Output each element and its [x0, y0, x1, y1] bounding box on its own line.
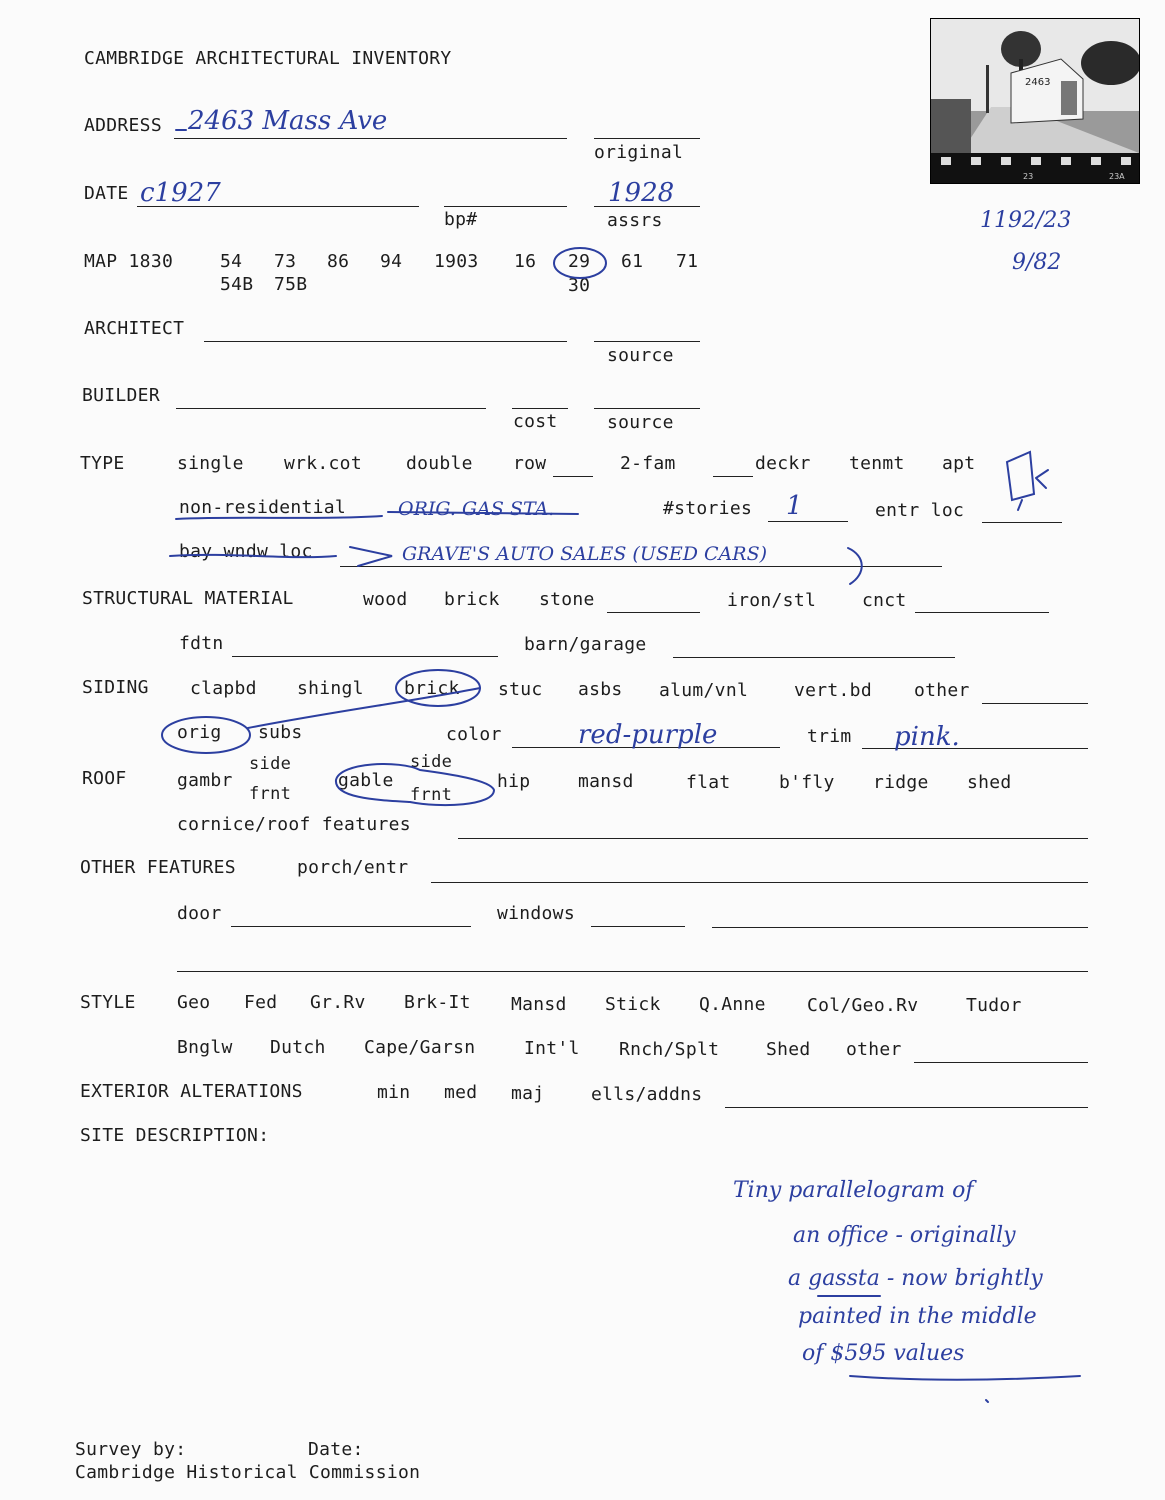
original-label: original	[594, 142, 684, 163]
type-option: double	[406, 453, 473, 474]
windows-line-2	[712, 927, 1088, 928]
type-option: single	[177, 453, 244, 474]
exterior-alterations-label: EXTERIOR ALTERATIONS	[80, 1081, 303, 1102]
margin-date-2: 9/82	[1012, 250, 1062, 275]
style-option: Col/Geo.Rv	[807, 995, 919, 1016]
cost-label: cost	[513, 411, 558, 432]
site-note-line: Tiny parallelogram of	[733, 1178, 974, 1203]
porch-line	[431, 882, 1088, 883]
color-label: color	[446, 724, 502, 745]
cost-line	[512, 408, 568, 409]
map-year: 75B	[274, 274, 308, 295]
siding-option: asbs	[578, 679, 623, 700]
map-label: MAP 1830	[84, 251, 174, 272]
map-year: 94	[380, 251, 403, 272]
bp-line	[444, 206, 567, 207]
porch-label: porch/entr	[297, 857, 409, 878]
site-description-label: SITE DESCRIPTION:	[80, 1125, 270, 1146]
style-option: Geo	[177, 992, 211, 1013]
style-option: Rnch/Splt	[619, 1039, 720, 1060]
assrs-value: 1928	[608, 178, 675, 208]
site-note-line: of $595 values	[802, 1341, 965, 1366]
architect-line	[204, 341, 567, 342]
siding-option-selected: brick	[404, 678, 460, 699]
barn-garage-label: barn/garage	[524, 634, 647, 655]
style-option: Gr.Rv	[310, 992, 366, 1013]
roof-option-selected: gable	[338, 770, 394, 791]
entr-loc-label: entr loc	[875, 500, 965, 521]
original-line	[594, 138, 700, 139]
door-label: door	[177, 903, 222, 924]
photo-building-sign: 2463	[1025, 77, 1051, 88]
siding-option: alum/vnl	[659, 680, 749, 701]
stone-line	[607, 612, 700, 613]
type-option: tenmt	[849, 453, 905, 474]
extra-features-line	[177, 971, 1088, 972]
style-option: Bnglw	[177, 1037, 233, 1058]
alteration-option: min	[377, 1082, 411, 1103]
style-option: Tudor	[966, 995, 1022, 1016]
trim-value: pink.	[894, 722, 960, 752]
site-note-line: a gassta - now brightly	[788, 1266, 1043, 1291]
stories-value: 1	[786, 491, 803, 521]
map-year-selected: 29	[568, 251, 591, 272]
map-year: 54	[220, 251, 243, 272]
roof-option: hip	[497, 771, 531, 792]
builder-source-label: source	[607, 412, 674, 433]
siding-other-line	[982, 703, 1088, 704]
type-option: 2-fam	[620, 453, 676, 474]
siding-option: vert.bd	[794, 680, 872, 701]
row-line	[553, 476, 593, 477]
non-residential-label: non-residential	[179, 497, 347, 518]
style-option: Mansd	[511, 994, 567, 1015]
cornice-label: cornice/roof features	[177, 814, 411, 835]
address-label: ADDRESS	[84, 115, 162, 136]
ells-label: ells/addns	[591, 1084, 703, 1105]
commission-label: Cambridge Historical Commission	[75, 1462, 421, 1483]
structural-option: brick	[444, 589, 500, 610]
color-value: red-purple	[578, 720, 718, 750]
trim-label: trim	[807, 726, 852, 747]
builder-line	[176, 408, 486, 409]
structural-option: stone	[539, 589, 595, 610]
building-photo	[930, 18, 1140, 184]
margin-date-1: 1192/23	[980, 208, 1072, 233]
non-residential-note: ORIG. GAS STA.	[398, 498, 555, 520]
roof-gable-frnt-selected: frnt	[410, 785, 453, 805]
address-line	[174, 138, 567, 139]
type-option: deckr	[755, 453, 811, 474]
address-value: 2463 Mass Ave	[188, 106, 388, 136]
date-label: DATE	[84, 183, 129, 204]
ells-line	[725, 1107, 1088, 1108]
barn-garage-line	[673, 657, 955, 658]
footer-date-label: Date:	[308, 1439, 364, 1460]
style-option: Int'l	[524, 1038, 580, 1059]
cornice-line	[458, 838, 1088, 839]
structural-option: cnct	[862, 590, 907, 611]
roof-option: flat	[686, 772, 731, 793]
map-year: 54B	[220, 274, 254, 295]
style-option: Q.Anne	[699, 994, 766, 1015]
type-label: TYPE	[80, 453, 125, 474]
assrs-label: assrs	[607, 210, 663, 231]
siding-label: SIDING	[82, 677, 149, 698]
builder-label: BUILDER	[82, 385, 160, 406]
form-title: CAMBRIDGE ARCHITECTURAL INVENTORY	[84, 48, 452, 69]
map-year: 30	[568, 275, 591, 296]
photo-image	[931, 19, 1139, 183]
fdtn-line	[232, 656, 498, 657]
deckr-line	[713, 476, 753, 477]
bp-label: bp#	[444, 209, 478, 230]
style-option: Cape/Garsn	[364, 1037, 476, 1058]
windows-line-1	[591, 926, 685, 927]
bay-window-line	[340, 566, 942, 567]
cnct-line	[915, 612, 1049, 613]
stories-line	[768, 521, 848, 522]
siding-option: clapbd	[190, 678, 257, 699]
map-year: 16	[514, 251, 537, 272]
siding-orig-selected: orig	[177, 722, 222, 743]
bay-window-label: bay wndw loc	[179, 541, 313, 562]
site-note-line: an office - originally	[793, 1223, 1016, 1248]
roof-option: ridge	[873, 772, 929, 793]
siding-option: stuc	[498, 679, 543, 700]
map-year: 1903	[434, 251, 479, 272]
roof-option: gambr	[177, 770, 233, 791]
roof-option: shed	[967, 772, 1012, 793]
windows-label: windows	[497, 903, 575, 924]
style-option: Dutch	[270, 1037, 326, 1058]
survey-by-label: Survey by:	[75, 1439, 187, 1460]
roof-label: ROOF	[82, 768, 127, 789]
style-option: other	[846, 1039, 902, 1060]
alteration-option: maj	[511, 1083, 545, 1104]
map-year: 86	[327, 251, 350, 272]
fdtn-label: fdtn	[179, 633, 224, 654]
map-year: 61	[621, 251, 644, 272]
architect-label: ARCHITECT	[84, 318, 185, 339]
style-option: Shed	[766, 1039, 811, 1060]
siding-subs: subs	[258, 722, 303, 743]
style-option: Fed	[244, 992, 278, 1013]
style-other-line	[914, 1062, 1088, 1063]
stories-label: #stories	[663, 498, 753, 519]
siding-option: other	[914, 680, 970, 701]
site-note-line: painted in the middle	[798, 1304, 1037, 1329]
style-label: STYLE	[80, 992, 136, 1013]
structural-option: wood	[363, 589, 408, 610]
bay-note: GRAVE'S AUTO SALES (USED CARS)	[402, 543, 768, 565]
architect-source-label: source	[607, 345, 674, 366]
structural-option: iron/stl	[727, 590, 817, 611]
style-option: Stick	[605, 994, 661, 1015]
roof-gambr-frnt: frnt	[249, 784, 292, 804]
builder-source-line	[594, 408, 700, 409]
roof-option: mansd	[578, 771, 634, 792]
structural-label: STRUCTURAL MATERIAL	[82, 588, 294, 609]
entr-loc-line	[982, 522, 1062, 523]
date-value: c1927	[140, 178, 221, 208]
siding-option: shingl	[297, 678, 364, 699]
type-option: wrk.cot	[284, 453, 362, 474]
type-option: row	[513, 453, 547, 474]
roof-gambr-side: side	[249, 754, 292, 774]
map-year: 71	[676, 251, 699, 272]
photo-frame-number-1: 23	[1023, 172, 1034, 181]
type-option: apt	[942, 453, 976, 474]
alteration-option: med	[444, 1082, 478, 1103]
style-option: Brk-It	[404, 992, 471, 1013]
roof-option: b'fly	[779, 772, 835, 793]
architect-source-line	[594, 341, 700, 342]
door-line	[231, 926, 471, 927]
map-year: 73	[274, 251, 297, 272]
photo-frame-number-2: 23A	[1109, 172, 1125, 181]
other-features-label: OTHER FEATURES	[80, 857, 236, 878]
roof-gable-side: side	[410, 752, 453, 772]
